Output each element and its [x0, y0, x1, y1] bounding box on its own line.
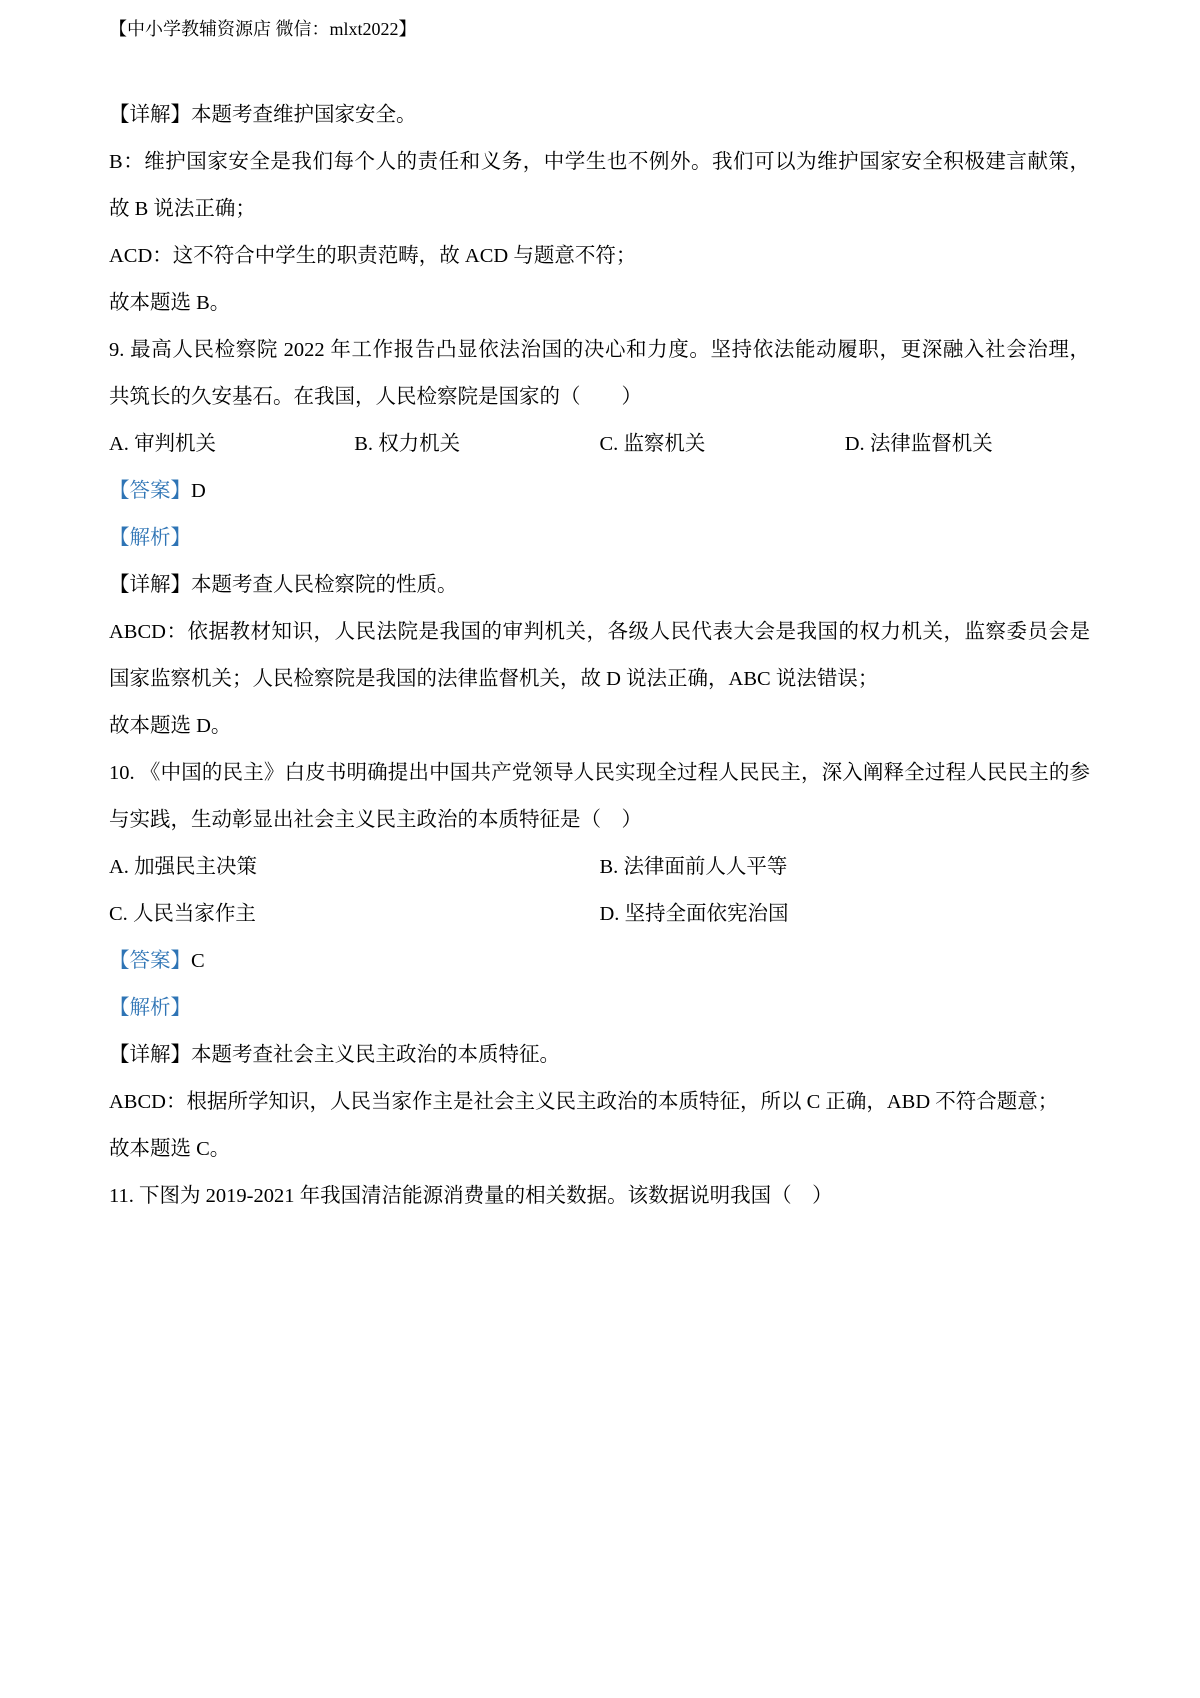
answer-line — [109, 468, 1090, 515]
question-number: 11. — [109, 1185, 134, 1207]
options-row — [109, 421, 1090, 468]
option-text: 法律监督机关 — [869, 433, 993, 455]
option-text: 坚持全面依宪治国 — [624, 903, 789, 925]
option-d — [845, 421, 1090, 468]
explanation-detail: 【详解】本题考查人民检察院的性质。 — [109, 574, 458, 596]
option-label: B. — [599, 856, 619, 878]
explanation-conclusion: 故本题选 B。 — [109, 292, 231, 314]
previous-question-explanation — [109, 92, 1090, 327]
question-10 — [109, 750, 1090, 1173]
page-header-watermark: 【中小学教辅资源店 微信：mlxt2022】 — [109, 19, 417, 39]
analysis-label: 【解析】 — [109, 997, 191, 1019]
option-label: A. — [109, 433, 129, 455]
explanation-conclusion: 故本题选 D。 — [109, 715, 232, 737]
explanation-line: B：维护国家安全是我们每个人的责任和义务，中学生也不例外。我们可以为维护国家安全积极建言献策， — [109, 151, 1090, 173]
option-text: 权力机关 — [378, 433, 461, 455]
option-label: C. — [599, 433, 619, 455]
question-stem-text: 最高人民检察院 2022 年工作报告凸显依法治国的决心和力度。坚持依法能动履职，更深融入社会治理， — [130, 339, 1091, 361]
analysis-label: 【解析】 — [109, 527, 191, 549]
option-a — [109, 844, 600, 891]
explanation-conclusion: 故本题选 C。 — [109, 1138, 231, 1160]
option-c — [109, 891, 600, 938]
answer-label: 【答案】 — [109, 480, 191, 502]
question-stem-line: 与实践，生动彰显出社会主义民主政治的本质特征是（ ） — [109, 809, 642, 831]
option-text: 监察机关 — [623, 433, 706, 455]
explanation-detail: 【详解】本题考查维护国家安全。 — [109, 104, 417, 126]
option-text: 法律面前人人平等 — [623, 856, 788, 878]
answer-value: D — [191, 480, 206, 502]
answer-line — [109, 938, 1090, 985]
question-number: 10. — [109, 762, 135, 784]
option-label: D. — [844, 433, 865, 455]
option-label: D. — [599, 903, 620, 925]
option-b — [354, 421, 599, 468]
option-text: 人民当家作主 — [132, 903, 256, 925]
explanation-line: ABCD：根据所学知识，人民当家作主是社会主义民主政治的本质特征，所以 C 正确，ABD 不符合题意； — [109, 1091, 1059, 1113]
question-stem-line — [109, 327, 1090, 374]
option-d — [600, 891, 1091, 938]
explanation-line: ACD：这不符合中学生的职责范畴，故 ACD 与题意不符； — [109, 245, 637, 267]
option-c — [600, 421, 845, 468]
question-stem-text: 下图为 2019-2021 年我国清洁能源消费量的相关数据。该数据说明我国（ ） — [139, 1185, 833, 1207]
document-body — [109, 92, 1090, 1220]
option-label: C. — [109, 903, 128, 925]
question-stem-text: 《中国的民主》白皮书明确提出中国共产党领导人民实现全过程人民民主，深入阐释全过程人民民主的参 — [139, 762, 1091, 784]
answer-value: C — [191, 950, 205, 972]
option-text: 审判机关 — [134, 433, 217, 455]
explanation-line: ABCD：依据教材知识，人民法院是我国的审判机关，各级人民代表大会是我国的权力机关，监察委员会是 — [109, 621, 1090, 643]
explanation-line: 故 B 说法正确； — [109, 198, 256, 220]
question-number: 9. — [109, 339, 125, 361]
question-9 — [109, 327, 1090, 750]
question-stem-line: 共筑长的久安基石。在我国，人民检察院是国家的（ ） — [109, 386, 642, 408]
option-a — [109, 421, 354, 468]
option-label: A. — [109, 856, 129, 878]
question-stem-line — [109, 750, 1090, 797]
option-b — [600, 844, 1091, 891]
answer-label: 【答案】 — [109, 950, 191, 972]
question-stem-line — [109, 1173, 1090, 1220]
options-row — [109, 844, 1090, 891]
question-11 — [109, 1173, 1090, 1220]
options-row — [109, 891, 1090, 938]
explanation-line: 国家监察机关；人民检察院是我国的法律监督机关，故 D 说法正确，ABC 说法错误； — [109, 668, 879, 690]
option-text: 加强民主决策 — [134, 856, 258, 878]
explanation-detail: 【详解】本题考查社会主义民主政治的本质特征。 — [109, 1044, 560, 1066]
option-label: B. — [354, 433, 374, 455]
